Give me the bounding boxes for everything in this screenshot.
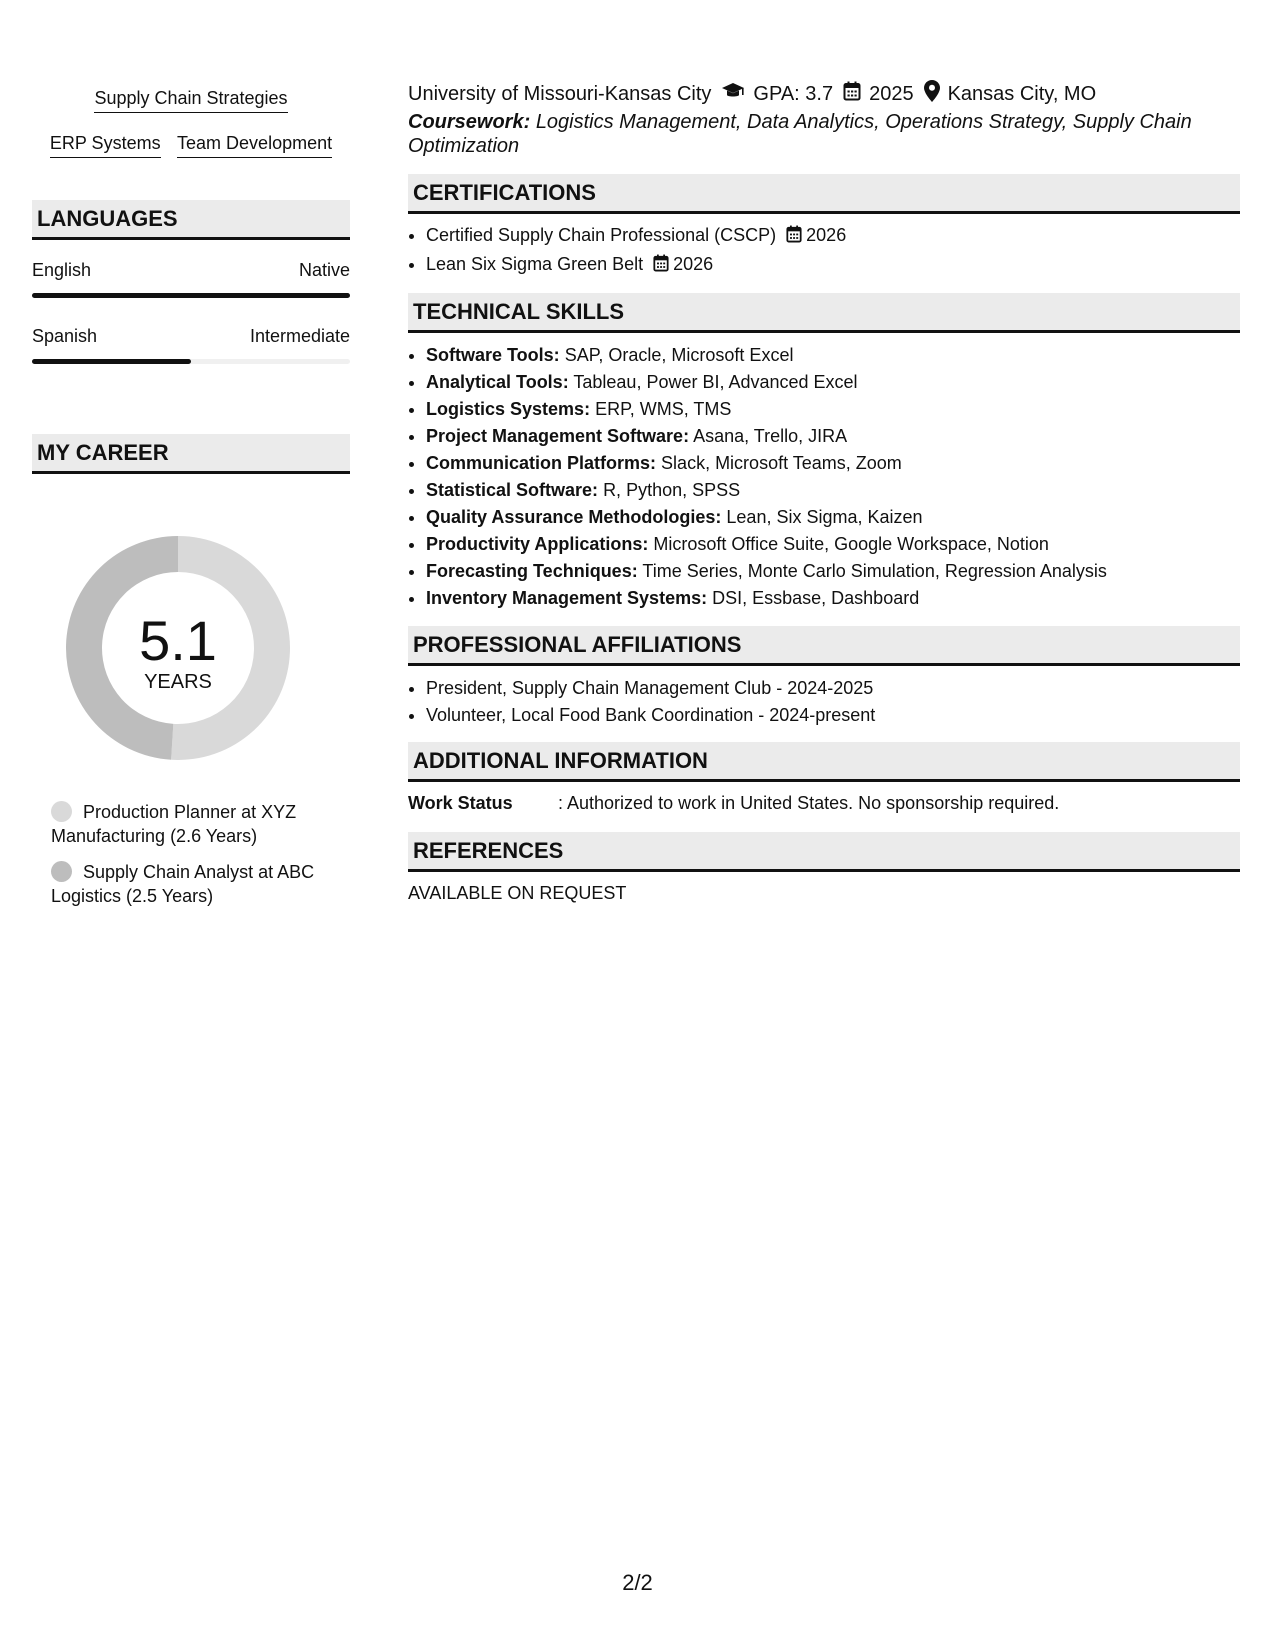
- references-heading: REFERENCES: [408, 832, 1240, 872]
- career-legend-label: Production Planner at XYZ Manufacturing (2.6 Years): [51, 802, 297, 846]
- work-status-value: : Authorized to work in United States. No sponsorship required.: [558, 793, 1060, 813]
- language-level: Native: [298, 260, 350, 280]
- language-proficiency-fill: [32, 293, 350, 298]
- certification-item: [426, 251, 1240, 280]
- career-total-unit: YEARS: [144, 671, 212, 693]
- skill-item: [426, 558, 1240, 585]
- skill-label: Inventory Management Systems:: [426, 588, 708, 608]
- work-status-row: [408, 793, 1059, 814]
- career-legend-item: [32, 860, 350, 908]
- skill-tag: Team Development: [177, 133, 332, 158]
- skill-value: Microsoft Office Suite, Google Workspace, Notion: [653, 534, 1049, 554]
- certification-item: [426, 222, 1240, 251]
- calendar-icon: [843, 81, 861, 107]
- calendar-icon: [653, 253, 669, 280]
- skill-label: Project Management Software:: [426, 426, 690, 446]
- technical-skills-heading: TECHNICAL SKILLS: [408, 293, 1240, 333]
- certification-year: 2026: [806, 225, 847, 245]
- education-line: [408, 80, 1096, 108]
- skill-label: Analytical Tools:: [426, 372, 569, 392]
- skill-label: Logistics Systems:: [426, 399, 591, 419]
- skill-label: Quality Assurance Methodologies:: [426, 507, 722, 527]
- graduation-year: 2025: [869, 82, 914, 105]
- affiliation-item: • President, Supply Chain Management Club - 2024-2025: [426, 675, 1240, 702]
- language-name: English: [32, 260, 92, 280]
- legend-dot-icon: [51, 861, 72, 882]
- skill-item: [426, 504, 1240, 531]
- additional-info-heading: ADDITIONAL INFORMATION: [408, 742, 1240, 782]
- skill-value: DSI, Essbase, Dashboard: [712, 588, 920, 608]
- career-donut-chart: [66, 536, 290, 760]
- skill-value: Slack, Microsoft Teams, Zoom: [661, 453, 902, 473]
- technical-skills-list: [408, 342, 1240, 612]
- gpa: GPA: 3.7: [753, 82, 834, 105]
- language-level: Intermediate: [249, 326, 350, 346]
- language-item-spanish: [32, 326, 350, 364]
- skill-item: [426, 477, 1240, 504]
- references-text: AVAILABLE ON REQUEST: [408, 883, 627, 903]
- certification-name: Certified Supply Chain Professional (CSCP): [426, 225, 777, 245]
- legend-dot-icon: [51, 801, 72, 822]
- coursework-list: Logistics Management, Data Analytics, Operations Strategy, Supply Chain Optimization: [408, 111, 1192, 157]
- skill-value: ERP, WMS, TMS: [595, 399, 732, 419]
- career-legend: [32, 800, 350, 920]
- skill-value: SAP, Oracle, Microsoft Excel: [564, 345, 794, 365]
- skill-tag: ERP Systems: [50, 133, 161, 158]
- language-proficiency-bar: [32, 293, 350, 298]
- skill-item: [426, 585, 1240, 612]
- skill-label: Statistical Software:: [426, 480, 599, 500]
- language-proficiency-fill: [32, 359, 191, 364]
- skill-value: Lean, Six Sigma, Kaizen: [726, 507, 923, 527]
- skill-label: Software Tools:: [426, 345, 560, 365]
- skill-value: Tableau, Power BI, Advanced Excel: [573, 372, 858, 392]
- skill-value: Asana, Trello, JIRA: [693, 426, 848, 446]
- calendar-icon: [786, 224, 802, 251]
- career-legend-label: Supply Chain Analyst at ABC Logistics (2.5 Years): [51, 862, 315, 906]
- coursework-label: Coursework:: [408, 111, 531, 133]
- skill-label: Forecasting Techniques:: [426, 561, 638, 581]
- affiliations-list: [408, 675, 1240, 729]
- skill-label: Productivity Applications:: [426, 534, 649, 554]
- skill-item: [426, 369, 1240, 396]
- affiliations-heading: PROFESSIONAL AFFILIATIONS: [408, 626, 1240, 666]
- skill-value: Time Series, Monte Carlo Simulation, Regression Analysis: [642, 561, 1107, 581]
- career-total-value: 5.1: [139, 609, 217, 672]
- language-item-english: [32, 260, 350, 298]
- certification-name: Lean Six Sigma Green Belt: [426, 254, 644, 274]
- school-name: University of Missouri-Kansas City: [408, 82, 712, 105]
- skill-item: [426, 423, 1240, 450]
- graduation-cap-icon: [721, 82, 745, 106]
- skill-tags-row-2: [32, 133, 350, 158]
- certifications-list: [408, 222, 1240, 280]
- affiliation-item: • Volunteer, Local Food Bank Coordination - 2024-present: [426, 702, 1240, 729]
- skill-value: R, Python, SPSS: [603, 480, 741, 500]
- certification-year: 2026: [673, 254, 714, 274]
- coursework: [408, 110, 1218, 158]
- school-location: Kansas City, MO: [947, 82, 1097, 105]
- page-number: 2/2: [622, 1570, 653, 1595]
- skill-item: [426, 342, 1240, 369]
- skill-label: Communication Platforms:: [426, 453, 657, 473]
- language-name: Spanish: [32, 326, 98, 346]
- map-pin-icon: [924, 80, 940, 108]
- career-legend-item: [32, 800, 350, 848]
- skill-tag: Supply Chain Strategies: [94, 88, 287, 113]
- skill-item: [426, 450, 1240, 477]
- career-heading: MY CAREER: [32, 434, 350, 474]
- skill-tags-row-1: [32, 88, 350, 113]
- languages-heading: LANGUAGES: [32, 200, 350, 240]
- certifications-heading: CERTIFICATIONS: [408, 174, 1240, 214]
- skill-item: [426, 531, 1240, 558]
- language-proficiency-bar: [32, 359, 350, 364]
- skill-item: [426, 396, 1240, 423]
- work-status-label: Work Status: [408, 793, 513, 813]
